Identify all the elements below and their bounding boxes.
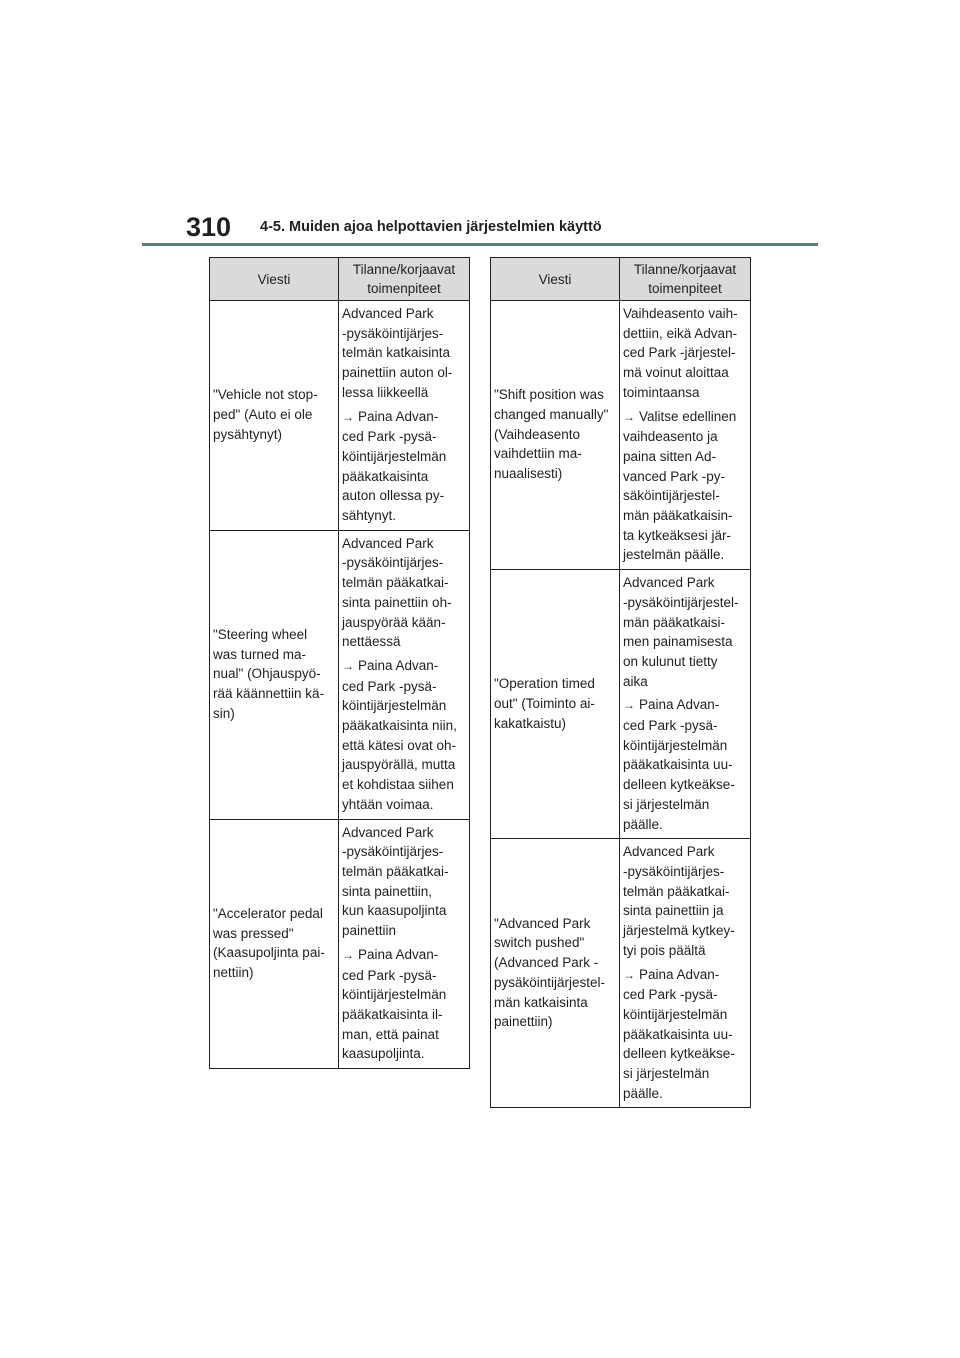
corrective-action-line xyxy=(342,656,466,677)
corrective-action-line: päälle. xyxy=(623,1085,663,1101)
corrective-action-line: auton ollessa py- xyxy=(342,488,445,504)
corrective-action-line: köintijärjestelmän xyxy=(342,698,447,714)
corrective-action-line: ta kytkeäksesi jär- xyxy=(623,527,732,543)
situation-text xyxy=(342,304,466,403)
corrective-action-first-text: Paina Advan- xyxy=(639,966,720,982)
situation-line: painettiin xyxy=(342,923,397,939)
situation-line: -pysäköintijärjestel- xyxy=(623,594,739,610)
message-line: pysäköintijärjestel- xyxy=(494,974,606,990)
corrective-action-line: ced Park -pysä- xyxy=(342,967,437,983)
situation-line: -pysäköintijärjes- xyxy=(342,555,444,571)
message-line: "Advanced Park xyxy=(494,915,591,931)
message-line: was turned ma- xyxy=(213,646,307,662)
situation-line: -pysäköintijärjes- xyxy=(623,863,725,879)
message-line: nettiin) xyxy=(213,965,254,980)
message-line: "Steering wheel xyxy=(213,626,308,642)
corrective-action-line xyxy=(342,407,466,428)
action-cell xyxy=(620,301,751,570)
table-row xyxy=(491,301,751,570)
message-line: "Operation timed xyxy=(494,676,595,692)
situation-line: jauspyörää kään- xyxy=(342,614,446,630)
corrective-action-line: män pääkatkaisin- xyxy=(623,508,733,524)
corrective-action-line: köintijärjestelmän xyxy=(623,1006,728,1022)
message-cell xyxy=(491,570,620,839)
message-line: out" (Toiminto ai- xyxy=(494,695,595,711)
message-cell xyxy=(210,301,339,531)
message-line: "Shift position was xyxy=(494,387,604,403)
corrective-action-line: päälle. xyxy=(623,816,663,832)
header-message: Viesti xyxy=(491,258,620,301)
message-line: "Vehicle not stop- xyxy=(213,387,318,403)
corrective-action-line: delleen kytkeäkse- xyxy=(623,777,735,793)
arrow-right-icon: → xyxy=(342,947,354,962)
message-line: (Kaasupoljinta pai- xyxy=(213,945,325,961)
arrow-right-icon: → xyxy=(623,698,635,713)
situation-line: Vaihdeasento vaih- xyxy=(623,306,738,321)
situation-line: Advanced Park xyxy=(342,535,434,551)
situation-line: on kulunut tietty xyxy=(623,653,718,669)
message-line: "Accelerator pedal xyxy=(213,905,323,921)
situation-line: sinta painettiin oh- xyxy=(342,594,452,610)
message-line: sin) xyxy=(213,705,235,721)
message-cell xyxy=(210,530,339,819)
corrective-action-line: jestelmän päälle. xyxy=(623,547,725,563)
corrective-action-line: delleen kytkeäkse- xyxy=(623,1046,735,1062)
corrective-action-line: köintijärjestelmän xyxy=(623,737,728,753)
corrective-action-line: vanced Park -py- xyxy=(623,468,726,484)
action-cell xyxy=(339,301,470,531)
message-line: ped" (Auto ei ole xyxy=(213,407,313,423)
situation-line: Advanced Park xyxy=(342,306,434,321)
corrective-action-line: pääkatkaisinta xyxy=(342,468,429,484)
header-action-line: Tilanne/korjaavat xyxy=(352,262,456,277)
table-body xyxy=(210,301,470,1069)
table-row xyxy=(210,819,470,1068)
corrective-action-line: pääkatkaisinta il- xyxy=(342,1006,443,1022)
message-line: (Advanced Park - xyxy=(494,955,599,971)
situation-text xyxy=(623,573,747,691)
table-row xyxy=(210,530,470,819)
corrective-action-line: ced Park -pysä- xyxy=(623,987,718,1003)
corrective-action-text xyxy=(342,656,466,815)
situation-line: telmän pääkatkai- xyxy=(342,863,449,879)
corrective-action-line: si järjestelmän xyxy=(623,796,710,812)
situation-line: aika xyxy=(623,673,648,689)
corrective-action-line xyxy=(623,407,747,428)
situation-line: lessa liikkeellä xyxy=(342,384,429,400)
situation-line: ced Park -järjestel- xyxy=(623,345,736,361)
message-line: was pressed" xyxy=(213,925,294,941)
situation-line: Advanced Park xyxy=(342,824,434,840)
corrective-action-text xyxy=(623,407,747,566)
situation-line: men painamisesta xyxy=(623,634,733,650)
corrective-action-first-text: Valitse edellinen xyxy=(639,408,737,424)
table-body xyxy=(491,301,751,1108)
section-title: 4-5. Muiden ajoa helpottavien järjestelmien käyttö xyxy=(260,219,602,235)
situation-line: Advanced Park xyxy=(623,844,715,860)
corrective-action-line: vaihdeasento ja xyxy=(623,429,718,445)
situation-line: -pysäköintijärjes- xyxy=(342,325,444,341)
situation-line: nettäessä xyxy=(342,634,401,650)
table-row xyxy=(491,570,751,839)
corrective-action-first-text: Paina Advan- xyxy=(358,657,439,673)
corrective-action-line: pääkatkaisinta uu- xyxy=(623,757,733,773)
action-cell xyxy=(339,819,470,1068)
situation-line: -pysäköintijärjes- xyxy=(342,844,444,860)
situation-line: järjestelmä kytkey- xyxy=(623,923,735,939)
corrective-action-line: jauspyörällä, mutta xyxy=(342,757,456,773)
corrective-action-text xyxy=(342,945,466,1064)
situation-line: painettiin auton ol- xyxy=(342,365,453,381)
situation-line: telmän katkaisinta xyxy=(342,345,451,361)
table-row xyxy=(491,839,751,1108)
table-row xyxy=(210,301,470,531)
message-line: nual" (Ohjauspyö- xyxy=(213,666,321,682)
message-line: män katkaisinta xyxy=(494,994,588,1010)
message-line: rää käännettiin kä- xyxy=(213,686,325,701)
corrective-action-line: että kätesi ovat oh- xyxy=(342,737,457,753)
situation-line: tyi pois päältä xyxy=(623,942,706,958)
situation-text xyxy=(342,534,466,652)
message-line: kakatkaistu) xyxy=(494,715,567,731)
corrective-action-line xyxy=(623,965,747,986)
corrective-action-line: pääkatkaisinta uu- xyxy=(623,1026,733,1042)
message-line: pysähtynyt) xyxy=(213,426,283,442)
corrective-action-line: ced Park -pysä- xyxy=(342,678,437,694)
situation-line: kun kaasupoljinta xyxy=(342,903,447,919)
message-line: (Vaihdeasento xyxy=(494,426,581,442)
corrective-action-text xyxy=(623,695,747,834)
corrective-action-line: kaasupoljinta. xyxy=(342,1046,425,1062)
message-line: switch pushed" xyxy=(494,935,585,951)
message-line: painettiin) xyxy=(494,1014,553,1030)
corrective-action-line: yhtään voimaa. xyxy=(342,796,434,812)
corrective-action-first-text: Paina Advan- xyxy=(639,697,720,713)
situation-line: Advanced Park xyxy=(623,575,715,591)
situation-line: sinta painettiin, xyxy=(342,883,433,899)
situation-text xyxy=(623,304,747,403)
header-action xyxy=(339,258,470,301)
corrective-action-line: ced Park -pysä- xyxy=(342,429,437,445)
situation-line: dettiin, eikä Advan- xyxy=(623,325,738,341)
situation-line: telmän pääkatkai- xyxy=(623,883,730,899)
corrective-action-line: si järjestelmän xyxy=(623,1066,710,1082)
corrective-action-first-text: Paina Advan- xyxy=(358,408,439,424)
situation-line: män pääkatkaisi- xyxy=(623,614,726,630)
situation-text xyxy=(623,842,747,960)
table-header-row xyxy=(210,258,470,301)
message-line: vaihdettiin ma- xyxy=(494,446,582,462)
arrow-right-icon: → xyxy=(623,967,635,982)
header-action xyxy=(620,258,751,301)
corrective-action-line: pääkatkaisinta niin, xyxy=(342,718,457,734)
action-cell xyxy=(620,570,751,839)
message-cell xyxy=(210,819,339,1068)
situation-text xyxy=(342,823,466,941)
corrective-action-line: säköintijärjestel- xyxy=(623,488,720,504)
action-cell xyxy=(620,839,751,1108)
message-line: nuaalisesti) xyxy=(494,466,563,482)
corrective-action-line: et kohdistaa siihen xyxy=(342,777,454,793)
arrow-right-icon: → xyxy=(342,409,354,424)
arrow-right-icon: → xyxy=(342,658,354,673)
corrective-action-line: sähtynyt. xyxy=(342,508,397,524)
situation-line: toimintaansa xyxy=(623,384,700,400)
message-cell xyxy=(491,301,620,570)
message-cell xyxy=(491,839,620,1108)
arrow-right-icon: → xyxy=(623,409,635,424)
situation-line: telmän pääkatkai- xyxy=(342,575,449,591)
action-cell xyxy=(339,530,470,819)
header-message: Viesti xyxy=(210,258,339,301)
page-number: 310 xyxy=(186,212,232,242)
message-line: changed manually" xyxy=(494,407,609,423)
situation-line: mä voinut aloittaa xyxy=(623,365,729,381)
corrective-action-line: man, että painat xyxy=(342,1026,439,1042)
corrective-action-line: köintijärjestelmän xyxy=(342,448,447,464)
situation-line: sinta painettiin ja xyxy=(623,903,724,919)
messages-table-right xyxy=(490,257,751,1108)
header-divider xyxy=(142,243,818,246)
corrective-action-line xyxy=(623,695,747,716)
corrective-action-text xyxy=(623,965,747,1104)
header-action-line: Tilanne/korjaavat xyxy=(633,262,737,277)
corrective-action-first-text: Paina Advan- xyxy=(358,946,439,962)
corrective-action-line: paina sitten Ad- xyxy=(623,448,717,464)
corrective-action-line: köintijärjestelmän xyxy=(342,987,447,1003)
corrective-action-line xyxy=(342,945,466,966)
corrective-action-line: ced Park -pysä- xyxy=(623,718,718,734)
corrective-action-text xyxy=(342,407,466,526)
header-action-line: toimenpiteet xyxy=(367,281,441,296)
messages-table-left xyxy=(209,257,470,1069)
table-header-row xyxy=(491,258,751,301)
header-action-line: toimenpiteet xyxy=(648,281,722,296)
